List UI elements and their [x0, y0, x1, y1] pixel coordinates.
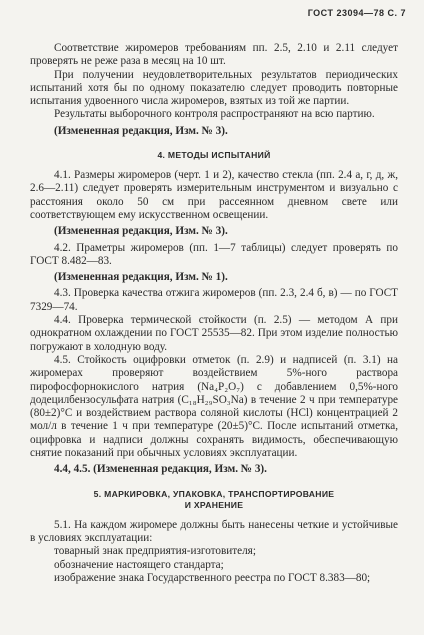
- list-item: товарный знак предприятия-изготовителя;: [54, 545, 256, 558]
- amendment-note: 4.4, 4.5. (Измененная редакция, Изм. № 3).: [54, 463, 267, 476]
- paragraph: 4.5. Стойкость оцифровки отметок (п. 2.9) и надписей (п. 3.1) на жиромерах проверяют воздействием 5%-ного раствора пирофосфорнокислого натрия (Na₄P₂O₇) с добавлением 0,5%-ного додецилбензосульфата натрия (C₁₈H₂₉SO₃Na) в течение 2 ч при температуре (80±2)°С и воздействием раствора соляной кислоты (HCl) концентрацией 2 мол/л в течение 1 ч при температуре (20±5)°С. После испытаний отметка, оцифровка и надписи должны сохранять видимость, обеспечивающую снятие показаний при обычных условиях эксплуатации.: [30, 353, 398, 460]
- paragraph: 4.3. Проверка качества отжига жиромеров (пп. 2.3, 2.4 б, в) — по ГОСТ 7329—74.: [30, 287, 398, 313]
- section-title-line: 5. МАРКИРОВКА, УПАКОВКА, ТРАНСПОРТИРОВАНИЕ: [93, 488, 335, 499]
- paragraph: 4.1. Размеры жиромеров (черт. 1 и 2), качество стекла (пп. 2.4 а, г, д, ж, 2.6—2.11) следует проверять измерительным инструментом и визуально с расстояния около 50 см при рассеянном дневном свете или соответствующем ему искусственном освещении.: [30, 169, 398, 221]
- paragraph: 4.2. Праметры жиромеров (пп. 1—7 таблицы) следует проверять по ГОСТ 8.482—83.: [30, 241, 398, 267]
- section-title-line: И ХРАНЕНИЕ: [184, 499, 244, 510]
- amendment-note: (Измененная редакция, Изм. № 3).: [54, 225, 228, 238]
- paragraph: Соответствие жиромеров требованиям пп. 2.5, 2.10 и 2.11 следует проверять не реже раза в месяц на 10 шт.: [30, 42, 398, 68]
- list-item: обозначение настоящего стандарта;: [54, 558, 224, 571]
- document-body: [30, 42, 398, 585]
- amendment-note: (Измененная редакция, Изм. № 1).: [54, 271, 228, 284]
- section-title: 4. МЕТОДЫ ИСПЫТАНИЙ: [157, 150, 271, 161]
- list-item: изображение знака Государственного реестра по ГОСТ 8.383—80;: [54, 571, 371, 584]
- paragraph: 4.4. Проверка термической стойкости (п. 2.5) — методом А при однократном охлаждении по ГОСТ 25535—82. При этом изделие полностью погружают в холодную воду.: [30, 314, 398, 353]
- amendment-note: (Измененная редакция, Изм. № 3).: [54, 124, 228, 137]
- page-header: ГОСТ 23094—78 С. 7: [307, 8, 406, 18]
- section-title: [30, 489, 398, 511]
- paragraph: 5.1. На каждом жиромере должны быть нанесены четкие и устойчивые в условиях эксплуатации:: [30, 518, 398, 544]
- paragraph: При получении неудовлетворительных результатов периодических испытаний хотя бы по одному показателю следует проводить повторные испытания удвоенного числа жиромеров, взятых из той же партии.: [30, 68, 398, 108]
- paragraph: Результаты выборочного контроля распространяют на всю партию.: [54, 108, 375, 121]
